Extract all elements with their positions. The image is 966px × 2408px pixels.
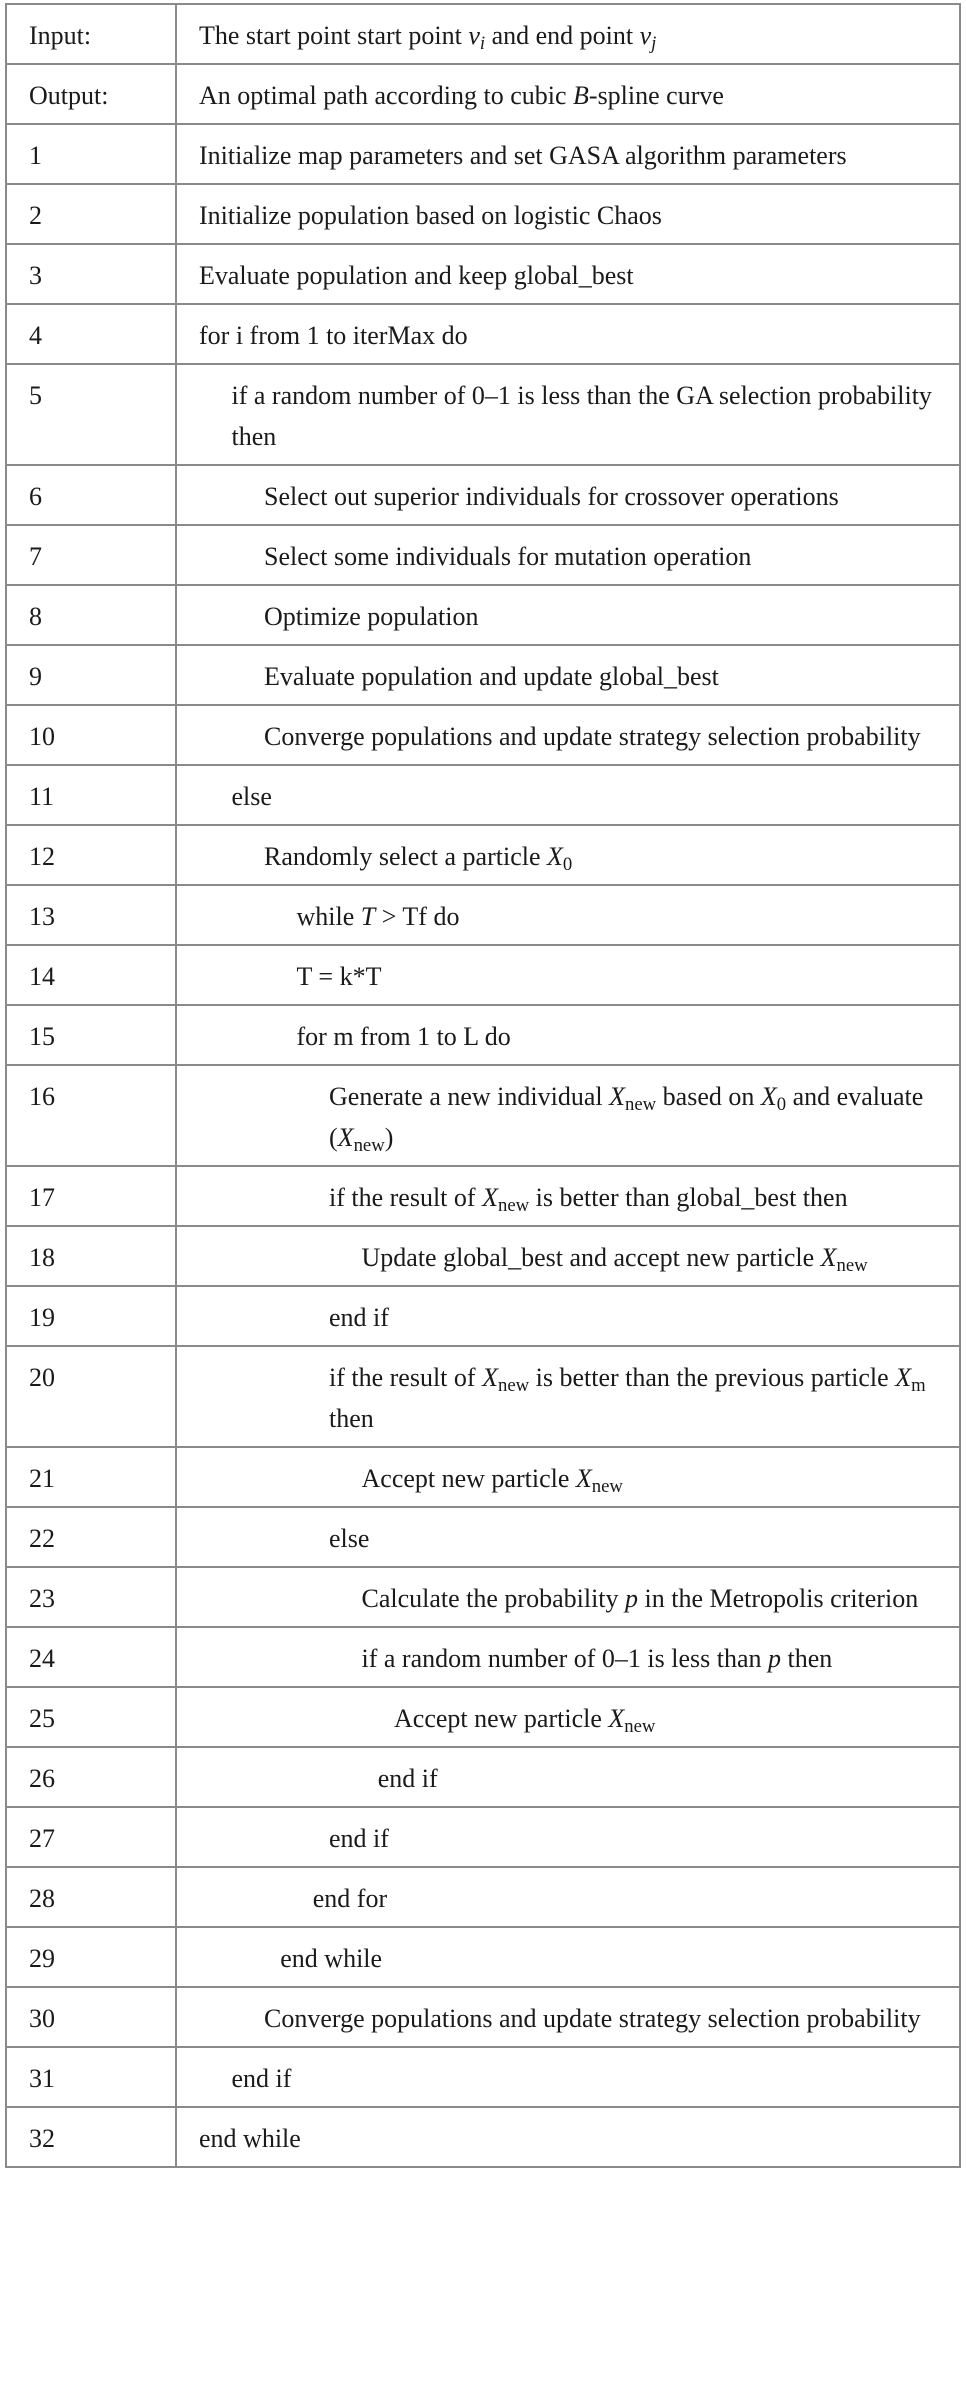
step-text: Update global_best and accept new particle $X_{new}$ [176, 1226, 960, 1286]
step-number: 8 [6, 585, 176, 645]
step-row [6, 244, 960, 304]
output-row [6, 64, 960, 124]
algorithm-table-body [6, 4, 960, 2167]
step-text: end if [176, 2047, 960, 2107]
step-row [6, 525, 960, 585]
step-text: end if [176, 1286, 960, 1346]
step-text: Converge populations and update strategy selection probability [176, 705, 960, 765]
math-subscript: new [497, 1375, 530, 1397]
math-variable: p [768, 1644, 782, 1673]
math-subscript: new [836, 1255, 868, 1277]
output-description [176, 64, 960, 124]
end-point-var: v [639, 21, 652, 50]
math-subscript: new [624, 1716, 656, 1738]
step-number: 14 [6, 945, 176, 1005]
step-text: else [176, 1507, 960, 1567]
step-text: if a random number of 0–1 is less than the GA selection probability then [176, 364, 960, 465]
step-text: Select some individuals for mutation operation [176, 525, 960, 585]
step-number: 11 [6, 765, 176, 825]
step-text: Initialize population based on logistic Chaos [176, 184, 960, 244]
step-row [6, 1507, 960, 1567]
input-text-a: The start point start point [199, 21, 469, 50]
step-number: 26 [6, 1747, 176, 1807]
step-row [6, 2047, 960, 2107]
step-row [6, 2107, 960, 2167]
math-subscript: 0 [776, 1094, 787, 1116]
step-text: end for [176, 1867, 960, 1927]
step-row [6, 1687, 960, 1747]
step-row [6, 1447, 960, 1507]
step-number: 7 [6, 525, 176, 585]
step-number: 20 [6, 1346, 176, 1447]
step-text: while T > Tf do [176, 885, 960, 945]
step-row [6, 1005, 960, 1065]
step-row [6, 1065, 960, 1166]
step-text: end if [176, 1807, 960, 1867]
end-point-subscript: j [651, 33, 657, 55]
start-point-var: v [468, 21, 480, 50]
step-row [6, 645, 960, 705]
step-number: 16 [6, 1065, 176, 1166]
math-subscript: new [497, 1195, 530, 1217]
step-text: Accept new particle $X_{new}$ [176, 1447, 960, 1507]
math-variable: X [820, 1243, 837, 1272]
input-row [6, 4, 960, 64]
step-row [6, 1226, 960, 1286]
step-number: 27 [6, 1807, 176, 1867]
step-number: 15 [6, 1005, 176, 1065]
step-number: 18 [6, 1226, 176, 1286]
step-text: end while [176, 2107, 960, 2167]
step-row [6, 1346, 960, 1447]
math-subscript: new [591, 1476, 623, 1498]
step-number: 32 [6, 2107, 176, 2167]
step-number: 1 [6, 124, 176, 184]
math-variable: X [575, 1464, 592, 1493]
output-text-a: An optimal path according to cubic [199, 81, 574, 110]
step-number: 13 [6, 885, 176, 945]
spline-var: B [573, 81, 589, 110]
step-number: 31 [6, 2047, 176, 2107]
step-number: 3 [6, 244, 176, 304]
step-text: else [176, 765, 960, 825]
output-text-b: -spline curve [588, 81, 724, 110]
step-row [6, 1747, 960, 1807]
input-label: Input: [6, 4, 176, 64]
step-text: Evaluate population and keep global_best [176, 244, 960, 304]
math-variable: X [609, 1082, 625, 1111]
step-number: 22 [6, 1507, 176, 1567]
step-row [6, 124, 960, 184]
step-number: 4 [6, 304, 176, 364]
step-number: 23 [6, 1567, 176, 1627]
step-row [6, 465, 960, 525]
start-point-subscript: i [479, 33, 486, 55]
step-text: if a random number of 0–1 is less than p then [176, 1627, 960, 1687]
step-row [6, 364, 960, 465]
step-row [6, 1567, 960, 1627]
math-subscript: m [911, 1375, 926, 1397]
math-variable: X [482, 1183, 498, 1212]
math-subscript: 0 [562, 854, 573, 876]
step-number: 28 [6, 1867, 176, 1927]
step-number: 29 [6, 1927, 176, 1987]
step-number: 21 [6, 1447, 176, 1507]
step-text: Evaluate population and update global_best [176, 645, 960, 705]
step-text: Select out superior individuals for crossover operations [176, 465, 960, 525]
step-text: T = k*T [176, 945, 960, 1005]
step-row [6, 705, 960, 765]
step-row [6, 184, 960, 244]
step-row [6, 1286, 960, 1346]
algorithm-table [5, 3, 961, 2168]
step-row [6, 1166, 960, 1226]
step-row [6, 1807, 960, 1867]
math-variable: X [608, 1704, 625, 1733]
step-text: Calculate the probability p in the Metropolis criterion [176, 1567, 960, 1627]
step-row [6, 1927, 960, 1987]
step-text: end while [176, 1927, 960, 1987]
step-row [6, 1627, 960, 1687]
step-number: 24 [6, 1627, 176, 1687]
step-number: 2 [6, 184, 176, 244]
math-variable: X [482, 1363, 498, 1392]
step-number: 30 [6, 1987, 176, 2047]
step-row [6, 885, 960, 945]
math-variable: X [337, 1123, 354, 1152]
step-row [6, 945, 960, 1005]
step-row [6, 304, 960, 364]
step-number: 10 [6, 705, 176, 765]
step-number: 17 [6, 1166, 176, 1226]
step-number: 12 [6, 825, 176, 885]
step-number: 25 [6, 1687, 176, 1747]
step-text: if the result of $X_{new}$ is better than the previous particle $X_m$ then [176, 1346, 960, 1447]
step-text: for m from 1 to L do [176, 1005, 960, 1065]
step-text: Accept new particle $X_{new}$ [176, 1687, 960, 1747]
step-number: 6 [6, 465, 176, 525]
step-row [6, 825, 960, 885]
math-subscript: new [625, 1094, 657, 1116]
step-number: 19 [6, 1286, 176, 1346]
step-text: Initialize map parameters and set GASA algorithm parameters [176, 124, 960, 184]
math-variable: T [360, 902, 376, 931]
output-label: Output: [6, 64, 176, 124]
step-row [6, 585, 960, 645]
step-row [6, 765, 960, 825]
math-variable: p [625, 1584, 639, 1613]
step-text: for i from 1 to iterMax do [176, 304, 960, 364]
math-variable: X [760, 1082, 777, 1111]
input-text-b: and end point [485, 21, 640, 50]
step-text: Optimize population [176, 585, 960, 645]
step-row [6, 1867, 960, 1927]
step-text: Randomly select a particle $X_0$ [176, 825, 960, 885]
step-text: Converge populations and update strategy selection probability [176, 1987, 960, 2047]
step-number: 9 [6, 645, 176, 705]
math-subscript: new [353, 1135, 385, 1157]
step-text: end if [176, 1747, 960, 1807]
step-row [6, 1987, 960, 2047]
math-variable: X [547, 842, 563, 871]
math-variable: X [895, 1363, 912, 1392]
step-text: Generate a new individual $X_{new}$ based on $X_0$ and evaluate $(X_{new})$ [176, 1065, 960, 1166]
input-description [176, 4, 960, 64]
step-number: 5 [6, 364, 176, 465]
step-text: if the result of $X_{new}$ is better than global_best then [176, 1166, 960, 1226]
